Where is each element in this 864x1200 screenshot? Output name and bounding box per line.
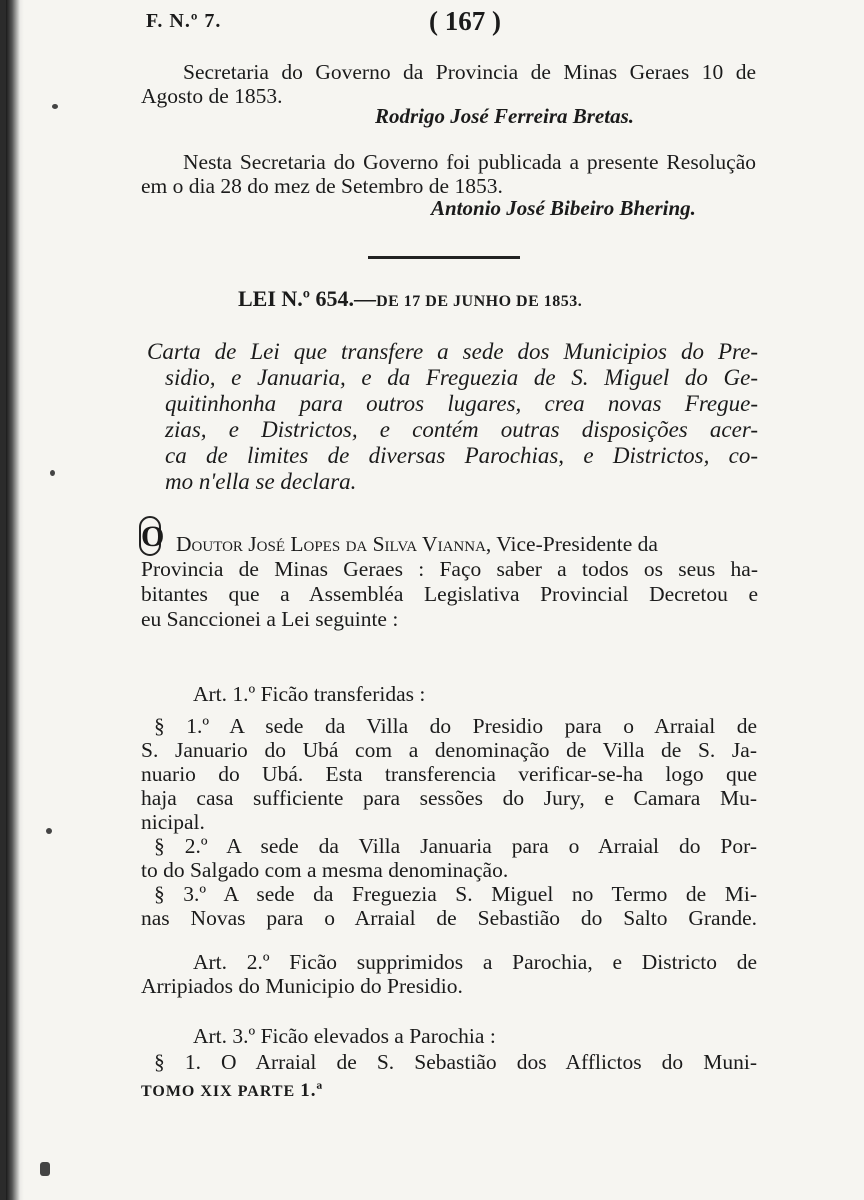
page-header (146, 6, 766, 40)
block2-line1: Nesta Secretaria do Governo foi publicada a presente Resolução (183, 150, 756, 174)
article-heading: Art. 1.º Ficão transferidas : (193, 682, 426, 706)
paragraph-line: haja casa sufficiente para sessões do Jury, e Camara Mu- (141, 786, 757, 810)
paragraph-line: § 3.º A sede da Freguezia S. Miguel no Termo de Mi- (154, 882, 757, 906)
carta-line: sidio, e Januaria, e da Freguezia de S. Miguel do Ge- (165, 365, 758, 390)
paragraph-line: S. Januario do Ubá com a denominação de Villa de S. Ja- (141, 738, 757, 762)
preamble-line: eu Sanccionei a Lei seguinte : (141, 607, 399, 631)
section-divider (368, 256, 520, 259)
folio-label: F. N.º 7. (146, 10, 222, 32)
vice-president-name: Doutor José Lopes da Silva Vianna (176, 532, 486, 556)
preamble-line1 (176, 532, 758, 556)
paragraph-line: nuario do Ubá. Esta transferencia verificar-se-ha logo que (141, 762, 757, 786)
scan-speck (50, 470, 55, 476)
paragraph-line: § 1. O Arraial de S. Sebastião dos Afflictos do Muni- (154, 1050, 757, 1074)
carta-line: quitinhonha para outros lugares, crea novas Fregue- (165, 391, 758, 416)
article-heading: Art. 3.º Ficão elevados a Parochia : (193, 1024, 496, 1048)
carta-line: Carta de Lei que transfere a sede dos Municipios do Pre- (147, 339, 758, 364)
drop-cap: O (139, 516, 161, 556)
carta-line: zias, e Districtos, e contém outras disposições acer- (165, 417, 758, 442)
block2-signature: Antonio José Bibeiro Bhering. (431, 196, 696, 220)
volume-part: 1.ª (300, 1080, 324, 1101)
volume-label: TOMO XIX PARTE (141, 1083, 296, 1100)
paragraph-line: nas Novas para o Arraial de Sebastião do Salto Grande. (141, 906, 757, 930)
paragraph-line: Arripiados do Municipio do Presidio. (141, 974, 463, 998)
preamble-line: Provincia de Minas Geraes : Faço saber a todos os seus ha- (141, 557, 758, 581)
volume-footer (141, 1080, 323, 1102)
paragraph-line: § 2.º A sede da Villa Januaria para o Arraial do Por- (154, 834, 757, 858)
paragraph-line: Art. 2.º Ficão supprimidos a Parochia, e Districto de (193, 950, 757, 974)
block1-line2: Agosto de 1853. (141, 84, 283, 108)
preamble-line: bitantes que a Assembléa Legislativa Provincial Decretou e (141, 582, 758, 606)
preamble-line1-rest: , Vice-Presidente da (485, 532, 658, 556)
scan-binding-edge (6, 0, 24, 1200)
paragraph-line: § 1.º A sede da Villa do Presidio para o Arraial de (154, 714, 757, 738)
law-number: LEI N.º 654.— (238, 286, 377, 311)
carta-line: mo n'ella se declara. (165, 469, 357, 494)
scan-speck (40, 1162, 50, 1176)
paragraph-line: nicipal. (141, 810, 205, 834)
block2-line2: em o dia 28 do mez de Setembro de 1853. (141, 174, 503, 198)
scan-speck (52, 104, 58, 109)
page-number: ( 167 ) (429, 6, 501, 36)
paragraph-line: to do Salgado com a mesma denominação. (141, 858, 509, 882)
law-title (238, 286, 668, 312)
scan-speck (46, 828, 52, 834)
block1-line1: Secretaria do Governo da Provincia de Minas Geraes 10 de (183, 60, 756, 84)
block1-signature: Rodrigo José Ferreira Bretas. (375, 104, 635, 128)
law-date: DE 17 DE JUNHO DE 1853. (376, 293, 583, 310)
carta-line: ca de limites de diversas Parochias, e Districtos, co- (165, 443, 758, 468)
